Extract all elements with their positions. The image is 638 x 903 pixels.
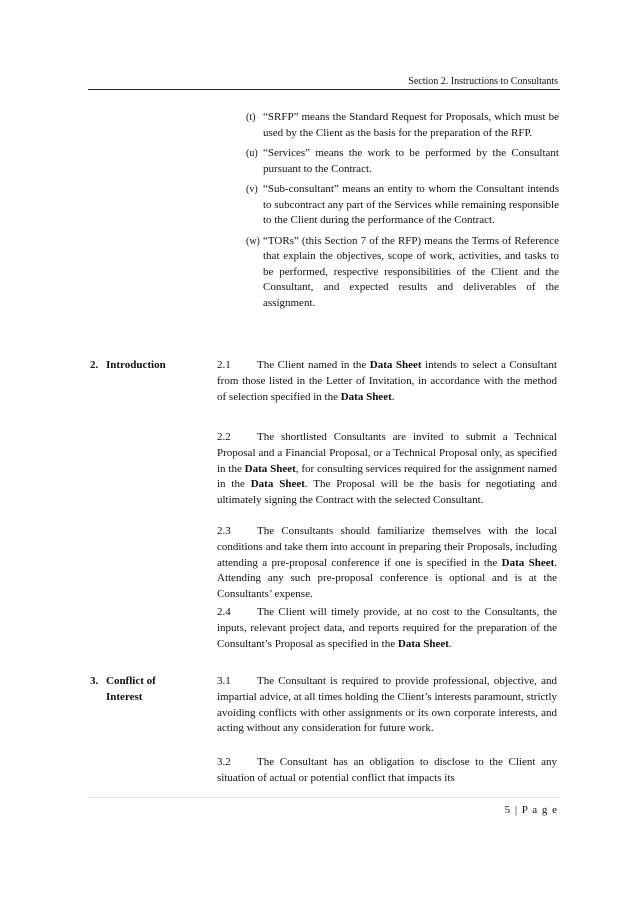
bold-term: Data Sheet [250, 478, 305, 491]
definition-item [246, 146, 559, 177]
footer-separator: | [514, 804, 519, 816]
clause-2-3 [217, 524, 557, 603]
footer-rule [88, 797, 560, 798]
section-number: 2. [90, 359, 99, 371]
clause-text: The shortlisted Consultants are invited to submit a Technical Proposal and a Financial Proposal, or a Technical Proposal only, as specified in the [217, 431, 557, 475]
bold-term: Data Sheet [340, 390, 392, 403]
clause-2-4 [217, 605, 557, 652]
page-label: P a g e [521, 804, 558, 816]
definition-letter: (u) [246, 148, 258, 159]
clause-number: 2.1 [217, 359, 231, 371]
definition-text: “Services” means the work to be performed by the Consultant pursuant to the Contract. [263, 147, 559, 175]
clause-number: 3.1 [217, 675, 231, 687]
clause-3-1 [217, 674, 557, 737]
bold-term: Data Sheet [369, 359, 422, 371]
bold-term: Data Sheet [244, 462, 296, 475]
clause-text: The Consultant has an obligation to disclose to the Client any situation of actual or potential conflict that impacts its [217, 756, 557, 784]
clause-text: . [448, 637, 452, 650]
clause-text: The Client named in the [257, 359, 370, 371]
section-number: 3. [90, 675, 99, 687]
definition-item [246, 234, 559, 312]
clause-text: The Consultants should familiarize themselves with the local conditions and take them into account in preparing their Proposals, including attending a pre-proposal conference if one is specified in the [217, 525, 557, 569]
section-title: Introduction [106, 359, 166, 371]
section-title-line2: Interest [106, 690, 143, 703]
clause-2-1 [217, 358, 557, 405]
header-rule [88, 89, 560, 90]
running-header: Section 2. Instructions to Consultants [408, 76, 558, 87]
clause-text: The Client will timely provide, at no cost to the Consultants, the inputs, relevant project data, and reports required for the preparation of the Consultant’s Proposal as specified in the [217, 606, 557, 650]
definition-item [246, 182, 559, 229]
clause-3-2 [217, 755, 557, 787]
section-heading-introduction [90, 358, 166, 374]
page-number: 5 [504, 804, 512, 816]
clause-number: 2.2 [217, 431, 231, 443]
definition-letter: (v) [246, 184, 258, 195]
definition-text: “TORs” (this Section 7 of the RFP) means the Terms of Reference that explain the objectives, scope of work, activities, and tasks to be performed, respective responsibilities of the Client and the Consultant, and expected results and deliverables of the assignment. [263, 234, 559, 309]
bold-term: Data Sheet [501, 556, 555, 569]
definition-letter: (t) [246, 112, 256, 123]
section-heading-conflict-of-interest [90, 674, 156, 705]
definition-text: “SRFP” means the Standard Request for Proposals, which must be used by the Client as the basis for the preparation of the RFP. [263, 111, 559, 139]
definition-letter: (w) [246, 235, 260, 247]
section-title-line1: Conflict of [106, 675, 156, 687]
definition-text: “Sub-consultant” means an entity to whom the Consultant intends to subcontract any part of the Services while remaining responsible to the Client during the performance of the Contract. [263, 183, 559, 226]
definition-item [246, 110, 559, 141]
clause-2-2 [217, 430, 557, 509]
page-footer [505, 804, 558, 816]
clause-text: , for consulting services required for the assignment named in the [217, 462, 558, 491]
clause-number: 2.4 [217, 606, 231, 618]
bold-term: Data Sheet [397, 637, 449, 650]
clause-number: 2.3 [217, 525, 231, 537]
definitions-list [246, 110, 559, 316]
clause-text: intends to select a Consultant from those listed in the Letter of Invitation, in accordance with the method of selection specified in the [217, 359, 557, 403]
clause-text: . The Proposal will be the basis for negotiating and ultimately signing the Contract with the selected Consultant. [217, 478, 557, 507]
clause-text: . [391, 390, 395, 403]
clause-text: . Attending any such pre-proposal conference is optional and is at the Consultants’ expense. [217, 556, 557, 601]
clause-number: 3.2 [217, 756, 231, 768]
clause-text: The Consultant is required to provide professional, objective, and impartial advice, at all times holding the Client’s interests paramount, strictly avoiding conflicts with other assignments or its own corporate interests, and acting without any consideration for future work. [217, 675, 557, 735]
